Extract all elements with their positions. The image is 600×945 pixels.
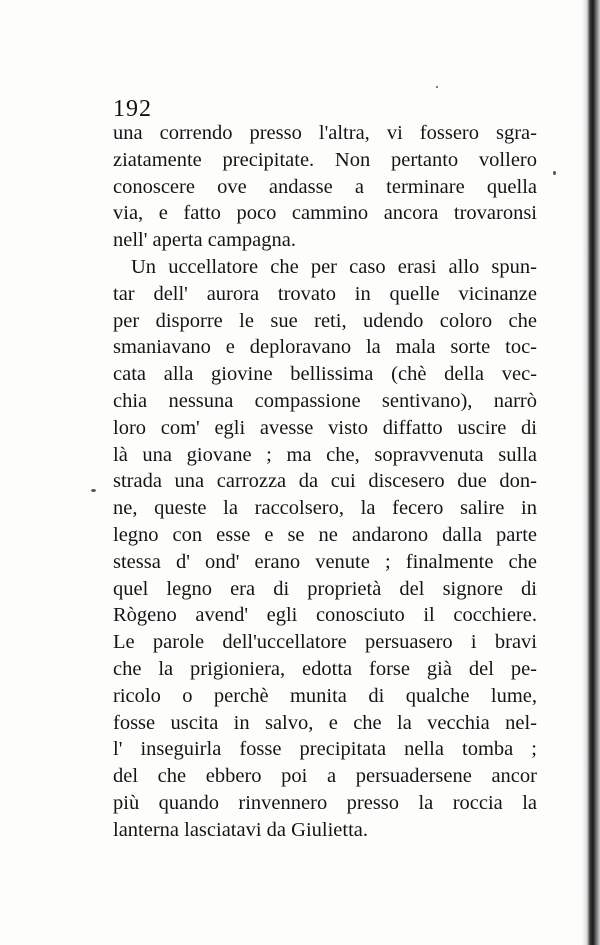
text-line: là una giovane ; ma che, sopravvenuta sulla [113,443,537,466]
text-line: chia nessuna compassione sentivano), narrò [113,389,537,412]
text-line: lanterna lasciatavi da Giulietta. [113,818,368,841]
ink-speck [553,171,556,175]
text-line: ziatamente precipitate. Non pertanto vollero [113,148,537,171]
text-line: nell' aperta campagna. [113,229,296,252]
text-line: strada una carrozza da cui discesero due don- [113,470,537,493]
text-line: Le parole dell'uccellatore persuasero i bravi [113,631,537,654]
text-line: smaniavano e deploravano la mala sorte toc- [113,336,537,359]
binding-edge [582,0,600,945]
text-line: che la prigioniera, edotta forse già del pe- [113,657,537,680]
body-text [113,120,537,844]
text-line: cata alla giovine bellissima (chè della vec- [113,363,537,386]
text-line: una correndo presso l'altra, vi fossero sgra- [113,122,537,144]
text-line: ricolo o perchè munita di qualche lume, [113,684,537,707]
text-line: Rògeno avend' egli conosciuto il cocchiere. [113,604,537,627]
ink-speck [436,86,438,88]
text-line: l' inseguirla fosse precipitata nella tomba ; [113,738,537,761]
text-line: tar dell' aurora trovato in quelle vicinanze [113,282,537,305]
ink-speck [91,489,96,492]
text-line: quel legno era di proprietà del signore di [113,577,537,600]
text-line: Un uccellatore che per caso erasi allo spun- [131,255,537,278]
text-line: conoscere ove andasse a terminare quella [113,175,537,198]
text-line: legno con esse e se ne andarono dalla parte [113,523,537,546]
text-line: ne, queste la raccolsero, la fecero salire in [113,497,537,520]
text-line: del che ebbero poi a persuadersene ancor [113,765,537,788]
page-number: 192 [113,96,152,122]
text-line: stessa d' ond' erano venute ; finalmente che [113,550,537,573]
text-line: loro com' egli avesse visto diffatto uscire di [113,416,537,439]
text-line: fosse uscita in salvo, e che la vecchia nel- [113,711,537,734]
text-line: via, e fatto poco cammino ancora trovaronsi [113,202,537,225]
text-line: per disporre le sue reti, udendo coloro che [113,309,537,332]
text-line: più quando rinvennero presso la roccia la [113,791,537,814]
